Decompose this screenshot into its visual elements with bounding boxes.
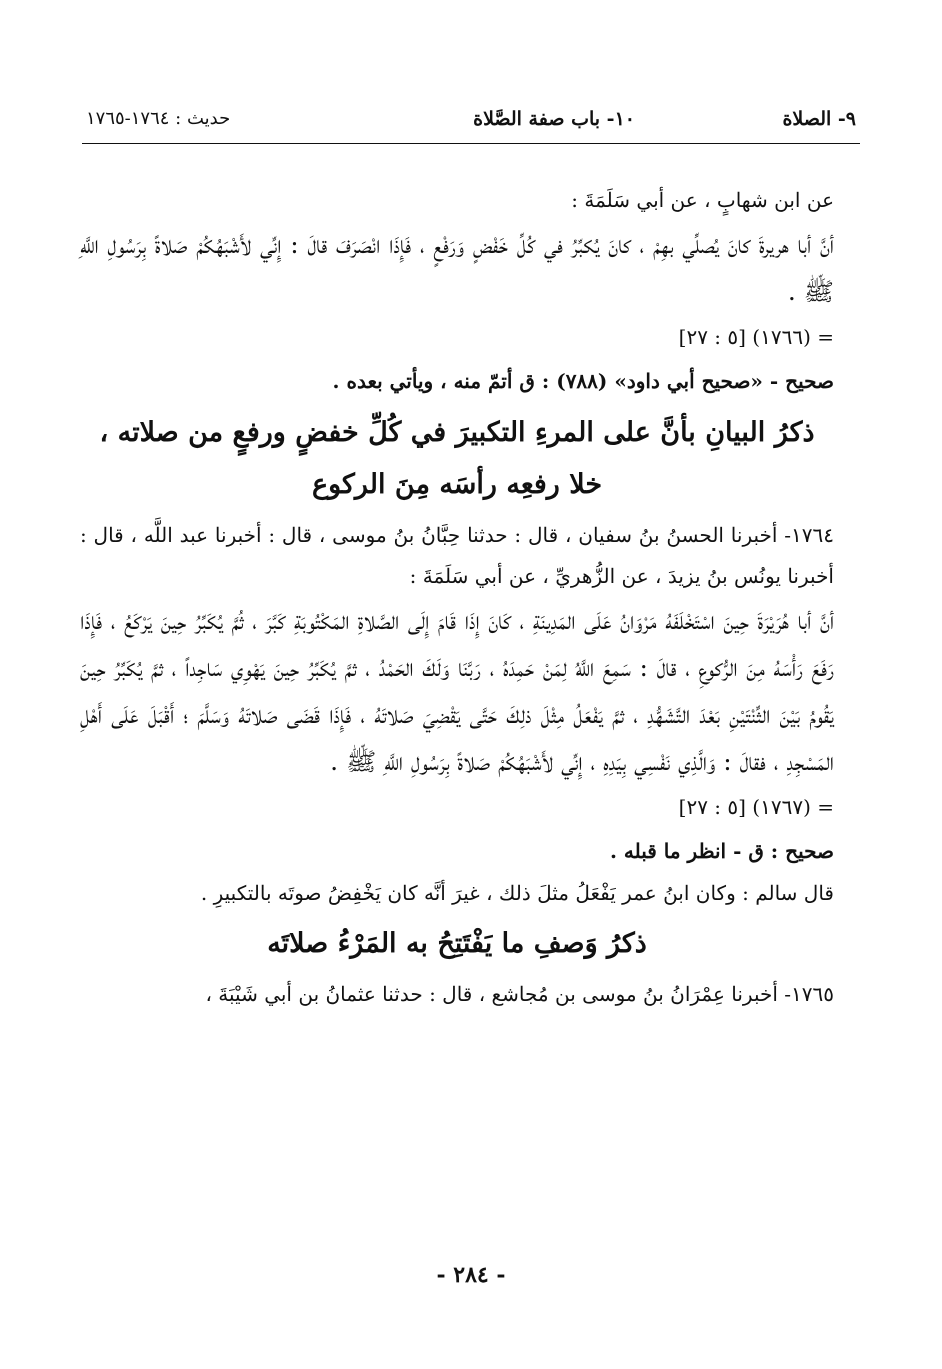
isnad: ١٧٦٤- أخبرنا الحسنُ بنُ سفيان ، قال : حدثنا حِبَّانُ بنُ موسى ، قال : أخبرنا عبد اللَّه ، قال : أخبرنا يونُس بنُ يزيدَ ، عن الزُّهريِّ ، عن أبي سَلَمَةَ :	[80, 523, 834, 588]
cross-reference: = (١٧٦٦) [٥ : ٢٧]	[678, 325, 834, 349]
hadith-grading: صحيح - «صحيح أبي داود» (٧٨٨) : ق أتمّ منه ، ويأتي بعده .	[332, 369, 834, 393]
chapter-heading: ذكرُ البيانِ بأنَّ على المرءِ التكبيرَ في كُلِّ خفضٍ ورفعٍ من صلاته ، خلا رفعِه رأسَه مِنَ الركوع	[99, 417, 815, 500]
hadith-matn: أنَّ أبا هريرةَ كانَ يُصلِّي بهِمْ ، كانَ يُكبِّرُ في كُلِّ خَفْضٍ وَرَفْعٍ ، فَإِذَا انْصَرَفَ قالَ : إِنِّي لأَشْبَهُكُمْ صَلاةً بِرَسُولِ اللَّهِ ﷺ .	[80, 230, 834, 306]
isnad: ١٧٦٥- أخبرنا عِمْرَانُ بنُ موسى بن مُجاشع ، قال : حدثنا عثمانُ بن أبي شَيْبَةَ ،	[205, 982, 834, 1006]
header-book-chapter: ٩- الصلاة	[782, 108, 856, 130]
isnad-continuation: عن ابن شهابٍ ، عن أبي سَلَمَةَ :	[571, 188, 834, 212]
page-number: - ٢٨٤ -	[436, 1262, 506, 1288]
chapter-heading: ذكرُ وَصفِ ما يَفْتَتِحُ به المَرْءُ صلاتَه	[267, 928, 647, 959]
header-hadith-range: حديث : ١٧٦٤-١٧٦٥	[86, 108, 231, 129]
hadith-grading: صحيح : ق - انظر ما قبله .	[609, 839, 834, 863]
hadith-matn: أنَّ أبا هُرَيْرَةَ حِينَ اسْتَخْلَفَهُ مَرْوَانُ عَلَى المَدِينَةِ ، كَانَ إِذَا قَامَ إِلَى الصَّلاةِ المَكْتُوبَةِ كَبَّرَ ، ثُمَّ يُكَبِّرُ حِينَ يَرْكَعُ ، فَإِذَا رَفَعَ رَأْسَهُ مِنَ الرُّكوعِ ، قالَ : سَمِعَ اللَّهُ لِمَنْ حَمِدَهُ ، رَبَّنَا وَلَكَ الحَمْدُ ، ثمَّ يُكَبِّرُ حِينَ يَهْوِي سَاجِداً ، ثمَّ يُكَبِّرُ حِينَ يَقُومُ بَيْنَ الثِّنْتَيْنِ بَعْدَ التَّشَهُّدِ ، ثمَّ يَفْعَلُ مِثْلَ ذلِكَ حَتَّى يَقْضِيَ صَلاتَهُ ، فَإِذَا قَضَى صَلاتَهُ وَسَلَّمَ ؛ أَقْبَلَ عَلَى أَهْلِ المَسْجِدِ ، فقالَ : وَالَّذِي نَفْسِي بِيَدِهِ ، إِنِّي لأَشْبَهُكُمْ صَلاةً بِرَسُولِ اللَّهِ ﷺ .	[80, 606, 834, 776]
running-header	[82, 100, 860, 140]
narrator-note: قال سالم : وكان ابنُ عمر يَفْعَلُ مثلَ ذلك ، غيرَ أنَّه كان يَخْفِضُ صوتَه بالتكبيرِ .	[200, 881, 834, 905]
header-divider	[82, 143, 860, 144]
header-section: ١٠- باب صفة الصَّلاة	[473, 108, 635, 130]
page-body	[80, 180, 834, 1015]
cross-reference: = (١٧٦٧) [٥ : ٢٧]	[678, 795, 834, 819]
